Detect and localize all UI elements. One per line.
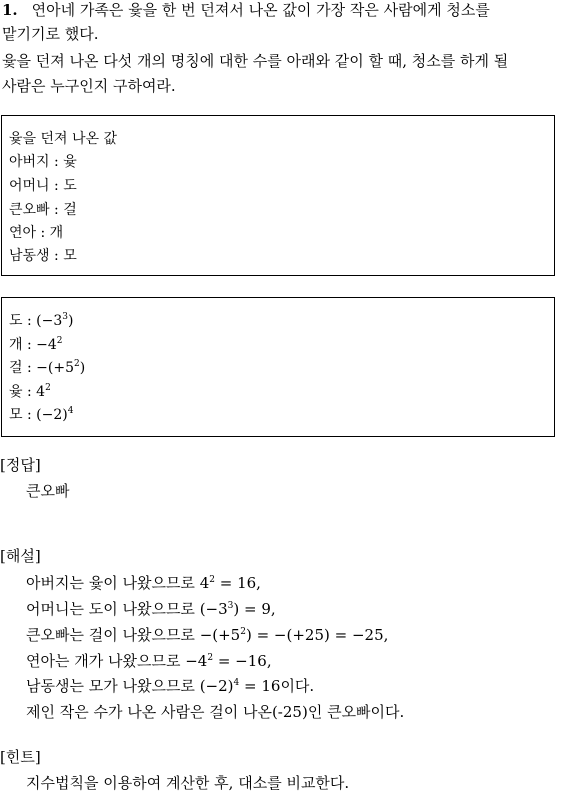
yut-value-row: 걸 : $-(+5^2)$ (9, 359, 86, 376)
yut-result-row: 연아 : 개 (9, 225, 64, 241)
yut-value-row: 도 : $(-3^3)$ (9, 312, 74, 329)
problem-line-4: 사람은 누구인지 구하여라. (2, 77, 176, 95)
yut-result-row: 어머니 : 도 (9, 178, 77, 194)
explanation-line: 아버지는 윷이 나왔으므로 $4^2 = 16$, (26, 574, 261, 592)
yut-result-box (1, 115, 555, 276)
explanation-line: 어머니는 도이 나왔으므로 $(-3^3) = 9$, (26, 600, 276, 618)
problem-line-1 (2, 0, 490, 20)
answer-label: [정답] (0, 456, 41, 474)
yut-result-row: 아버지 : 윷 (9, 154, 77, 170)
explanation-line: 제인 작은 수가 나온 사람은 걸이 나온(-25)인 큰오빠이다. (26, 703, 405, 721)
hint-text: 지수법칙을 이용하여 계산한 후, 대소를 비교한다. (26, 774, 350, 792)
yut-result-title: 윷을 던져 나온 값 (9, 131, 118, 147)
problem-line-2: 맡기기로 했다. (2, 25, 99, 43)
explanation-line: 연아는 개가 나왔으므로 $-4^2 = -16$, (26, 652, 272, 670)
yut-value-row: 윷 : $4^2$ (9, 383, 51, 400)
yut-value-row: 모 : $(-2)^4$ (9, 406, 74, 423)
yut-result-row: 큰오빠 : 걸 (9, 202, 77, 218)
yut-result-row: 남동생 : 모 (9, 248, 77, 264)
explanation-line: 큰오빠는 걸이 나왔으므로 $-(+5^2) = -(+25) = -25$, (26, 626, 389, 644)
problem-text-1: 연아네 가족은 윷을 한 번 던져서 나온 값이 가장 작은 사람에게 청소를 (31, 1, 490, 19)
explanation-label: [해설] (0, 547, 41, 565)
problem-line-3: 윷을 던져 나온 다섯 개의 명칭에 대한 수를 아래와 같이 할 때, 청소를 하게 될 (2, 52, 509, 70)
explanation-line: 남동생는 모가 나왔으므로 $(-2)^4 = 16$이다. (26, 677, 315, 695)
problem-number: 1. (2, 1, 18, 19)
hint-label: [힌트] (0, 748, 41, 766)
yut-value-box (1, 297, 555, 437)
answer-value: 큰오빠 (26, 482, 70, 500)
yut-value-row: 개 : $-4^2$ (9, 336, 63, 353)
